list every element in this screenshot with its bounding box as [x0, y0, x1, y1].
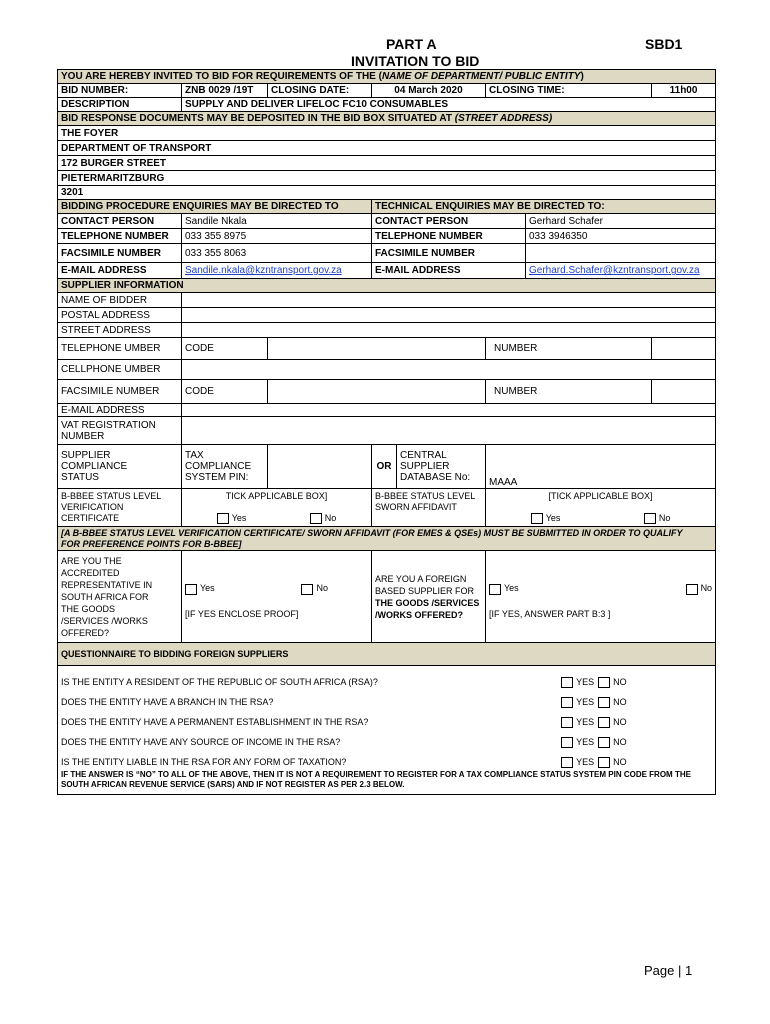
q4-yes-checkbox[interactable]: [561, 737, 573, 748]
bbbee-certificate-tick: TICK APPLICABLE BOX] Yes No: [182, 489, 372, 527]
affidavit-yes-checkbox[interactable]: [531, 513, 543, 524]
questionnaire-footnote: IF THE ANSWER IS “NO” TO ALL OF THE ABOVE, THEN IT IS NOT A REQUIREMENT TO REGISTER FOR A TAX COMPLIANCE STATUS SYSTEM PIN CODE FROM THE SOUTH AFRICAN REVENUE SERVICE (SARS) AND IF NOT REGISTER AS PER 2.3 BELOW.: [61, 770, 691, 789]
telephone-code-field[interactable]: [268, 338, 486, 360]
certificate-yes-checkbox[interactable]: [217, 513, 229, 524]
foreign-no-checkbox[interactable]: [686, 584, 698, 595]
foreign-supplier-question: ARE YOU A FOREIGN BASED SUPPLIER FOR THE GOODS /SERVICES /WORKS OFFERED?: [372, 551, 486, 643]
bidding-enquiries-header: BIDDING PROCEDURE ENQUIRIES MAY BE DIRECTED TO: [58, 200, 372, 214]
technical-contact-value: Gerhard Schafer: [526, 214, 716, 229]
questionnaire-header: QUESTIONNAIRE TO BIDDING FOREIGN SUPPLIERS: [58, 643, 716, 666]
invite-row: YOU ARE HEREBY INVITED TO BID FOR REQUIREMENTS OF THE (NAME OF DEPARTMENT/ PUBLIC ENTITY): [58, 70, 716, 84]
supplier-email-field[interactable]: [182, 404, 716, 417]
q1-no-checkbox[interactable]: [598, 677, 610, 688]
bid-number-value: ZNB 0029 /19T: [182, 84, 268, 98]
q3-no-checkbox[interactable]: [598, 717, 610, 728]
form-code: SBD1: [645, 36, 683, 52]
supplier-fax-label: FACSIMILE NUMBER: [58, 380, 182, 404]
accredited-rep-answer: Yes No [IF YES ENCLOSE PROOF]: [182, 551, 372, 643]
address-line: DEPARTMENT OF TRANSPORT: [58, 141, 716, 156]
csd-number-field[interactable]: MAAA: [486, 445, 716, 489]
description-value: SUPPLY AND DELIVER LIFELOC FC10 CONSUMABLES: [182, 98, 716, 112]
rep-yes-checkbox[interactable]: [185, 584, 197, 595]
supplier-info-header: SUPPLIER INFORMATION: [58, 279, 716, 293]
postal-address-label: POSTAL ADDRESS: [58, 308, 182, 323]
or-label: OR: [372, 445, 397, 489]
supplier-email-label: E-MAIL ADDRESS: [58, 404, 182, 417]
question-row: IS THE ENTITY A RESIDENT OF THE REPUBLIC OF SOUTH AFRICA (RSA)? YES NO: [61, 676, 627, 687]
q2-yes-checkbox[interactable]: [561, 697, 573, 708]
bidder-name-label: NAME OF BIDDER: [58, 293, 182, 308]
question-row: IS THE ENTITY LIABLE IN THE RSA FOR ANY FORM OF TAXATION? YES NO: [61, 756, 627, 767]
question-row: DOES THE ENTITY HAVE ANY SOURCE OF INCOME IN THE RSA? YES NO: [61, 736, 627, 747]
bidding-contact-value: Sandile Nkala: [182, 214, 372, 229]
telephone-code-label: CODE: [182, 338, 268, 360]
vat-field[interactable]: [182, 417, 716, 445]
department-placeholder: NAME OF DEPARTMENT/ PUBLIC ENTITY: [381, 71, 581, 82]
question-row: DOES THE ENTITY HAVE A PERMANENT ESTABLISHMENT IN THE RSA? YES NO: [61, 716, 627, 727]
telephone-number-label: NUMBER: [486, 338, 652, 360]
closing-time-label: CLOSING TIME:: [486, 84, 652, 98]
supplier-compliance-label: SUPPLIER COMPLIANCE STATUS: [58, 445, 182, 489]
q5-yes-checkbox[interactable]: [561, 757, 573, 768]
street-address-field[interactable]: [182, 323, 716, 338]
closing-time-value: 11h00: [652, 84, 716, 98]
bbbee-certificate-label: B-BBEE STATUS LEVEL VERIFICATION CERTIFICATE: [58, 489, 182, 527]
technical-telephone-value: 033 3946350: [526, 229, 716, 244]
technical-email-link[interactable]: Gerhard.Schafer@kzntransport.gov.za: [526, 263, 716, 279]
deposit-row: BID RESPONSE DOCUMENTS MAY BE DEPOSITED IN THE BID BOX SITUATED AT (STREET ADDRESS): [58, 112, 716, 126]
supplier-telephone-label: TELEPHONE UMBER: [58, 338, 182, 360]
street-address-label: STREET ADDRESS: [58, 323, 182, 338]
closing-date-value: 04 March 2020: [372, 84, 486, 98]
bidding-email-link[interactable]: Sandile.nkala@kzntransport.gov.za: [182, 263, 372, 279]
questionnaire-body: [58, 666, 716, 795]
email-label: E-MAIL ADDRESS: [372, 263, 526, 279]
foreign-supplier-answer: Yes No [IF YES, ANSWER PART B:3 ]: [486, 551, 716, 643]
address-line: 3201: [58, 186, 716, 200]
fax-code-field[interactable]: [268, 380, 486, 404]
fax-number-field[interactable]: [652, 380, 716, 404]
accredited-rep-question: ARE YOU THE ACCREDITED REPRESENTATIVE IN SOUTH AFRICA FOR THE GOODS /SERVICES /WORKS OFFERED?: [58, 551, 182, 643]
bid-number-label: BID NUMBER:: [58, 84, 182, 98]
tcs-pin-label: TAX COMPLIANCE SYSTEM PIN:: [182, 445, 268, 489]
postal-address-field[interactable]: [182, 308, 716, 323]
cellphone-field[interactable]: [182, 360, 716, 380]
telephone-label: TELEPHONE NUMBER: [58, 229, 182, 244]
contact-person-label: CONTACT PERSON: [58, 214, 182, 229]
certificate-no-checkbox[interactable]: [310, 513, 322, 524]
bbbee-notice: [A B-BBEE STATUS LEVEL VERIFICATION CERTIFICATE/ SWORN AFFIDAVIT (FOR EMES & QSEs) MUST BE SUBMITTED IN ORDER TO QUALIFY FOR PREFERENCE POINTS FOR B-BBEE]: [58, 527, 716, 551]
telephone-number-field[interactable]: [652, 338, 716, 360]
form-subtitle: INVITATION TO BID: [351, 53, 480, 69]
vat-label: VAT REGISTRATION NUMBER: [58, 417, 182, 445]
address-line: PIETERMARITZBURG: [58, 171, 716, 186]
q2-no-checkbox[interactable]: [598, 697, 610, 708]
bidding-fax-value: 033 355 8063: [182, 244, 372, 263]
email-label: E-MAIL ADDRESS: [58, 263, 182, 279]
foreign-yes-checkbox[interactable]: [489, 584, 501, 595]
bidder-name-field[interactable]: [182, 293, 716, 308]
bidding-telephone-value: 033 355 8975: [182, 229, 372, 244]
address-line: 172 BURGER STREET: [58, 156, 716, 171]
telephone-label: TELEPHONE NUMBER: [372, 229, 526, 244]
fax-label: FACSIMILE NUMBER: [58, 244, 182, 263]
bbbee-affidavit-tick: [TICK APPLICABLE BOX] Yes No: [486, 489, 716, 527]
fax-number-label: NUMBER: [486, 380, 652, 404]
fax-code-label: CODE: [182, 380, 268, 404]
closing-date-label: CLOSING DATE:: [268, 84, 372, 98]
description-label: DESCRIPTION: [58, 98, 182, 112]
tcs-pin-field[interactable]: [268, 445, 372, 489]
bbbee-affidavit-label: B-BBEE STATUS LEVEL SWORN AFFIDAVIT: [372, 489, 486, 527]
affidavit-no-checkbox[interactable]: [644, 513, 656, 524]
question-row: DOES THE ENTITY HAVE A BRANCH IN THE RSA? YES NO: [61, 696, 627, 707]
page-number: Page | 1: [644, 963, 693, 978]
csd-label: CENTRAL SUPPLIER DATABASE No:: [397, 445, 486, 489]
part-title: PART A: [386, 36, 437, 52]
address-line: THE FOYER: [58, 126, 716, 141]
q3-yes-checkbox[interactable]: [561, 717, 573, 728]
fax-label: FACSIMILE NUMBER: [372, 244, 526, 263]
rep-no-checkbox[interactable]: [301, 584, 313, 595]
contact-person-label: CONTACT PERSON: [372, 214, 526, 229]
invitation-form: [57, 69, 716, 795]
cellphone-label: CELLPHONE UMBER: [58, 360, 182, 380]
technical-fax-value: [526, 244, 716, 263]
q5-no-checkbox[interactable]: [598, 757, 610, 768]
q1-yes-checkbox[interactable]: [561, 677, 573, 688]
technical-enquiries-header: TECHNICAL ENQUIRIES MAY BE DIRECTED TO:: [372, 200, 716, 214]
q4-no-checkbox[interactable]: [598, 737, 610, 748]
